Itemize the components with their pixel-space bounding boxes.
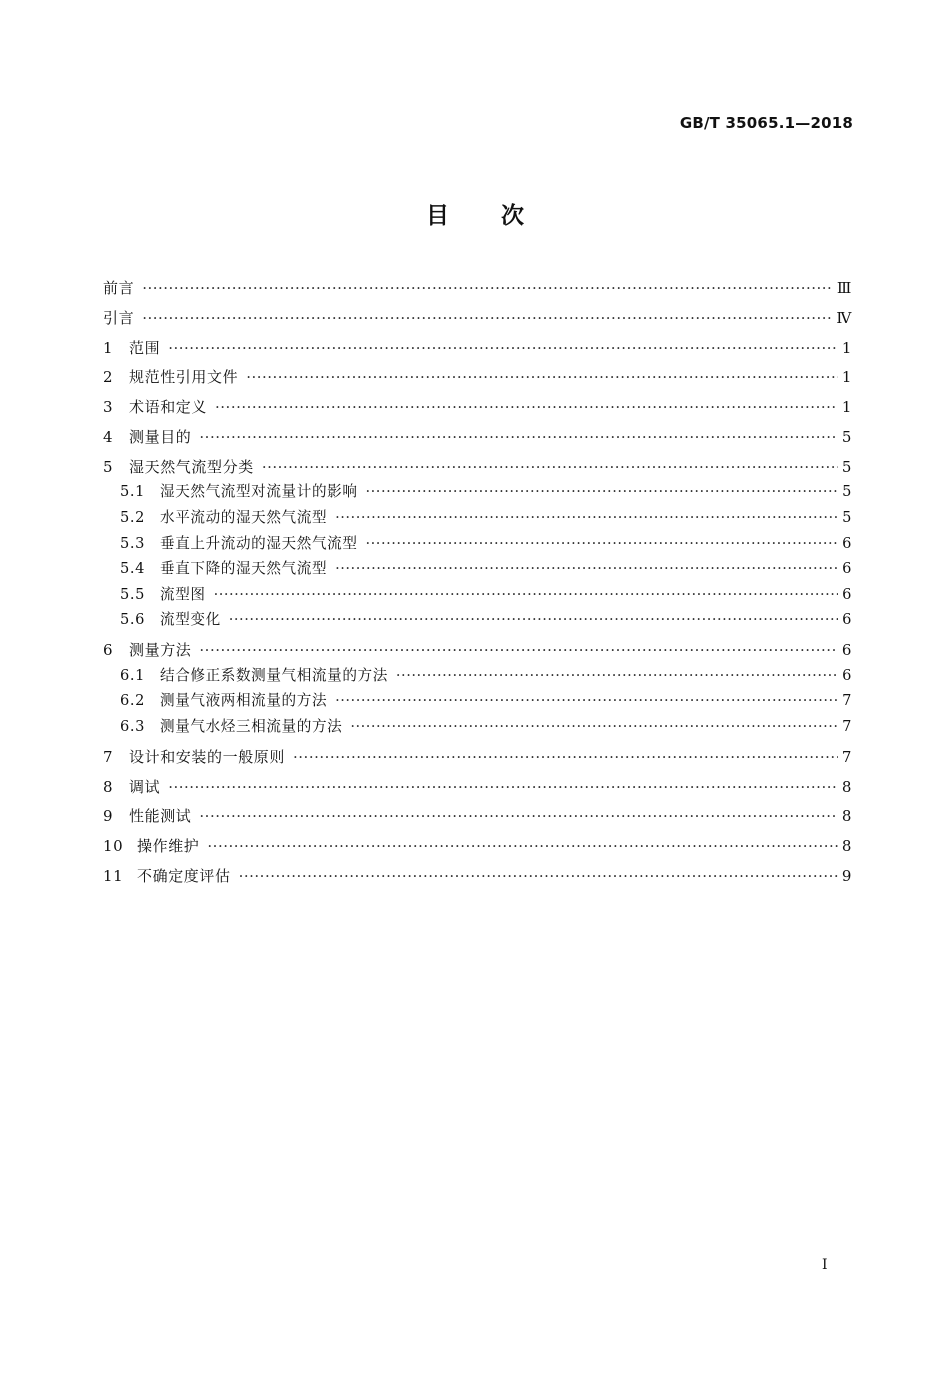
- toc-entry-number: 6: [103, 641, 114, 660]
- toc-dot-leader: [239, 865, 838, 887]
- toc-entry[interactable]: [103, 337, 852, 359]
- toc-entry-page: 6: [842, 585, 852, 603]
- toc-dot-leader: [142, 307, 832, 329]
- toc-entry[interactable]: [103, 835, 852, 857]
- toc-entry[interactable]: [103, 507, 852, 529]
- toc-entry-label: 垂直下降的湿天然气流型: [160, 560, 328, 578]
- toc-entry-page: 8: [841, 777, 852, 796]
- toc-entry-number: 9: [103, 807, 114, 826]
- toc-dot-leader: [168, 337, 838, 359]
- toc-entry-label: 引言: [103, 308, 135, 327]
- toc-entry[interactable]: [103, 639, 852, 661]
- toc-entry[interactable]: [103, 307, 852, 329]
- toc-entry-label: 测量气液两相流量的方法: [160, 692, 328, 710]
- toc-entry-page: 5: [842, 508, 852, 526]
- footer-page-number: I: [822, 1257, 828, 1273]
- toc-dot-leader: [142, 277, 833, 299]
- toc-entry-page: 6: [842, 666, 852, 684]
- toc-entry-label: 范围: [129, 338, 161, 357]
- toc-entry[interactable]: [103, 865, 852, 887]
- toc-entry-label: 结合修正系数测量气相流量的方法: [160, 666, 388, 684]
- toc-entry-number: 5.1: [120, 483, 146, 501]
- toc-entry[interactable]: [103, 533, 852, 555]
- toc-dot-leader: [293, 746, 838, 768]
- toc-entry-label: 测量气水烃三相流量的方法: [160, 717, 343, 735]
- toc-dot-leader: [246, 366, 838, 388]
- toc-entry[interactable]: [103, 609, 852, 631]
- toc-entry-label: 湿天然气流型分类: [129, 457, 254, 476]
- toc-entry-page: 5: [841, 457, 852, 476]
- toc-dot-leader: [335, 690, 838, 712]
- title-char-2: 次: [501, 203, 524, 229]
- toc-entry-number: 5.2: [120, 508, 146, 526]
- toc-entry-label: 规范性引用文件: [129, 368, 239, 387]
- toc-entry-label: 水平流动的湿天然气流型: [160, 508, 328, 526]
- toc-entry-number: 5.5: [120, 585, 146, 603]
- toc-dot-leader: [168, 776, 838, 798]
- toc-dot-leader: [396, 665, 838, 687]
- toc-dot-leader: [335, 507, 838, 529]
- toc-entry[interactable]: [103, 776, 852, 798]
- toc-entry-label: 调试: [129, 777, 161, 796]
- toc-entry-page: 8: [841, 807, 852, 826]
- toc-entry-page: 7: [842, 692, 852, 710]
- toc-entry-label: 操作维护: [137, 837, 200, 856]
- toc-entry[interactable]: [103, 558, 852, 580]
- toc-entry-page: 1: [841, 338, 852, 357]
- toc-entry-label: 不确定度评估: [137, 866, 231, 885]
- toc-entry-number: 10: [103, 837, 124, 856]
- toc-entry[interactable]: [103, 746, 852, 768]
- toc-entry-page: 7: [842, 717, 852, 735]
- toc-entry-page: 6: [842, 534, 852, 552]
- toc-entry-number: 5: [103, 457, 114, 476]
- toc-dot-leader: [366, 533, 839, 555]
- toc-entry-page: 1: [841, 368, 852, 387]
- toc-entry-label: 性能测试: [129, 807, 192, 826]
- toc-entry-label: 测量目的: [129, 427, 192, 446]
- toc-entry-label: 垂直上升流动的湿天然气流型: [160, 534, 358, 552]
- toc-entry-number: 3: [103, 398, 114, 417]
- toc-entry-page: 7: [841, 747, 852, 766]
- table-of-contents: [103, 277, 852, 887]
- toc-dot-leader: [366, 481, 839, 503]
- toc-entry-page: Ⅳ: [836, 308, 852, 327]
- toc-entry[interactable]: [103, 584, 852, 606]
- toc-dot-leader: [335, 558, 838, 580]
- toc-entry[interactable]: [103, 665, 852, 687]
- toc-entry-number: 11: [103, 866, 124, 885]
- toc-entry-label: 流型图: [160, 585, 206, 603]
- toc-dot-leader: [199, 426, 837, 448]
- toc-entry-number: 2: [103, 368, 114, 387]
- toc-entry-page: 1: [841, 398, 852, 417]
- toc-entry[interactable]: [103, 481, 852, 503]
- toc-dot-leader: [350, 716, 838, 738]
- toc-dot-leader: [199, 805, 837, 827]
- toc-entry[interactable]: [103, 396, 852, 418]
- toc-entry-page: Ⅲ: [836, 279, 852, 297]
- toc-entry-number: 8: [103, 777, 114, 796]
- toc-entry-label: 前言: [103, 279, 135, 297]
- toc-entry-number: 1: [103, 338, 114, 357]
- toc-dot-leader: [199, 639, 837, 661]
- toc-entry-number: 5.6: [120, 611, 146, 629]
- toc-entry-label: 流型变化: [160, 611, 221, 629]
- toc-entry-number: 5.4: [120, 560, 146, 578]
- title-char-1: 目: [426, 203, 449, 229]
- toc-entry-number: 6.3: [120, 717, 146, 735]
- page-title: [0, 197, 950, 230]
- toc-entry-page: 6: [841, 641, 852, 660]
- toc-entry-label: 湿天然气流型对流量计的影响: [160, 483, 358, 501]
- toc-entry-label: 术语和定义: [129, 398, 208, 417]
- toc-dot-leader: [207, 835, 837, 857]
- toc-entry-number: 6.2: [120, 692, 146, 710]
- toc-dot-leader: [214, 584, 839, 606]
- toc-entry[interactable]: [103, 366, 852, 388]
- toc-entry[interactable]: [103, 716, 852, 738]
- toc-entry-page: 5: [842, 483, 852, 501]
- toc-entry-number: 6.1: [120, 666, 146, 684]
- toc-entry[interactable]: [103, 690, 852, 712]
- toc-entry[interactable]: [103, 277, 852, 299]
- toc-dot-leader: [262, 456, 838, 478]
- toc-entry-page: 6: [842, 611, 852, 629]
- toc-entry-page: 6: [842, 560, 852, 578]
- toc-entry-label: 测量方法: [129, 641, 192, 660]
- toc-entry-page: 9: [841, 866, 852, 885]
- toc-dot-leader: [229, 609, 838, 631]
- toc-entry[interactable]: [103, 805, 852, 827]
- toc-entry-label: 设计和安装的一般原则: [129, 747, 286, 766]
- toc-entry[interactable]: [103, 426, 852, 448]
- toc-entry[interactable]: [103, 456, 852, 478]
- document-code: GB/T 35065.1—2018: [679, 114, 853, 132]
- toc-entry-page: 5: [841, 427, 852, 446]
- toc-entry-page: 8: [841, 837, 852, 856]
- toc-entry-number: 7: [103, 747, 114, 766]
- toc-dot-leader: [215, 396, 838, 418]
- toc-entry-number: 5.3: [120, 534, 146, 552]
- toc-entry-number: 4: [103, 427, 114, 446]
